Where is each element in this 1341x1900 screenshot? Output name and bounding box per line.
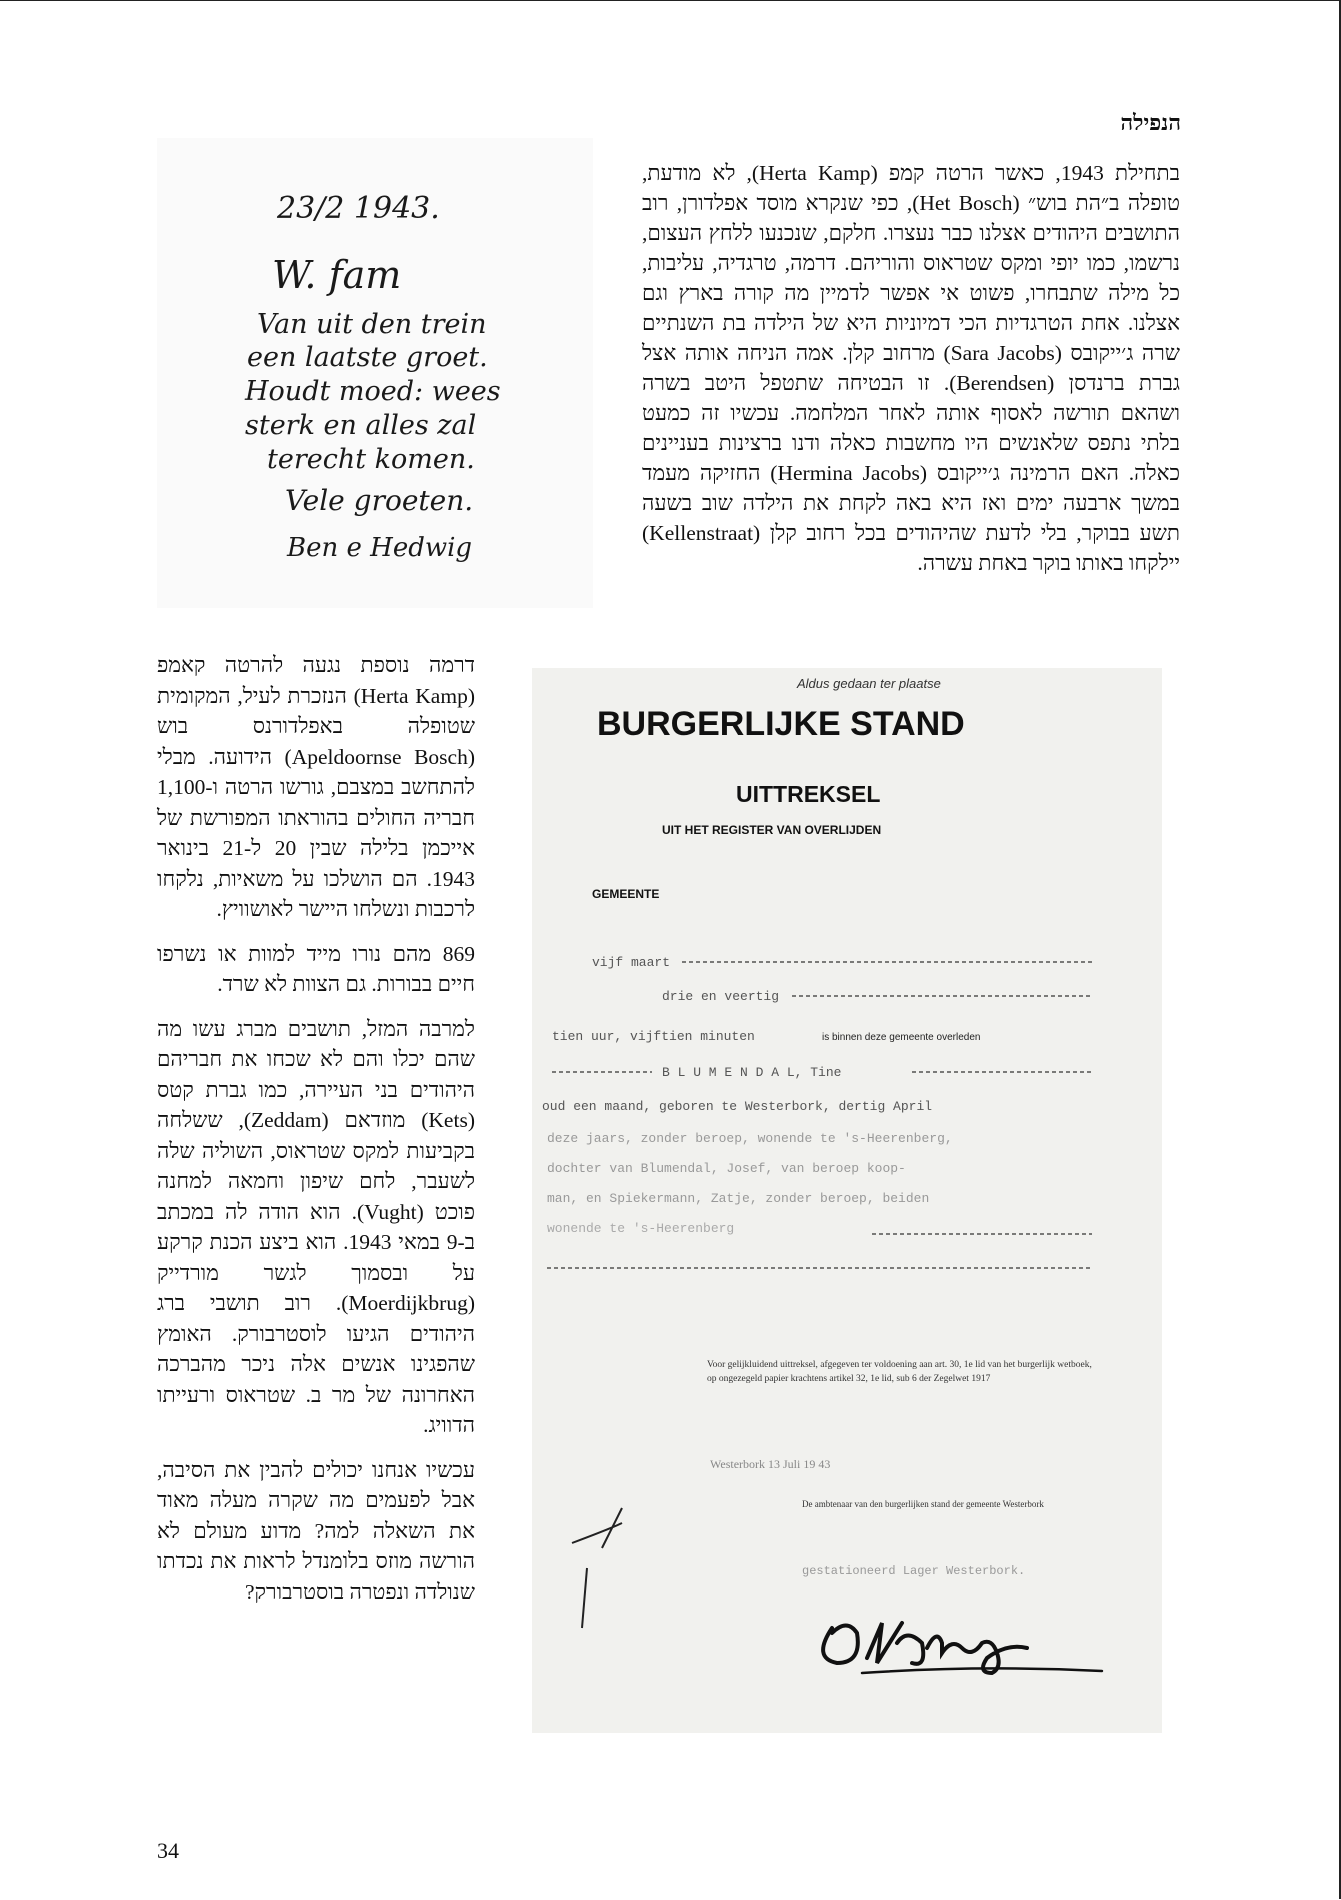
handwritten-note-image	[157, 138, 593, 608]
note-line: 23/2 1943.	[277, 191, 440, 226]
left-paragraph-1: דרמה נוספת נגעה להרטה קאמפ (Herta Kamp) הנזכרת לעיל, המקומית שטופלה באפלדורנס בוש (Apeldoornse Bosch) הידועה. מבלי להתחשב במצבם, גורשו הרטה ו-1,100 חבריה החולים בהוראתו המפורשת של אייכמן בלילה שבין 20 ל-21 בינואר 1943. הם הושלכו על משאיות, נלקחו לרכבות ונשלחו היישר לאושוויץ.	[157, 653, 475, 921]
right-paragraph: בתחילת 1943, כאשר הרטה קמפ (Herta Kamp), לא מודעת, טופלה ב״הת בוש״ (Het Bosch), כפי שנקרא מוסד אפלדורן, רוב התושבים היהודים אצלנו כבר נעצרו. חלקם, שנכנעו ללחץ העצום, נרשמו, כמו יופי ומקס שטראוס והוריהם. דרמה, טרגדיה, עליבות, כל מילה שתבחרו, פשוט אי אפשר לדמיין מה קורה בארץ וגם אצלנו. אחת הטרגדיות הכי דמיוניות היא של הילדה בת השנתיים שרה ג׳ייקובס (Sara Jacobs) מרחוב קלן. אמה הניחה אותה אצל גברת ברנדסן (Berendsen). זו הבטיחה שתטפל היטב בשרה ושהאם תורשה לאסוף אותה לאחר המלחמה. עכשיו זה כמעט בלתי נתפס שלאנשים היו מחשבות כאלה ודנו ברצינות בעניינים כאלה. האם הרמינה ג׳ייקובס (Hermina Jacobs) החזיקה מעמד במשך ארבעה ימים ואז היא באה לקחת את הילדה שוב בשעה תשע בבוקר, בלי לדעת שהיהודים בכל רחוב קלן (Kellenstraat) יילקחו באותו בוקר באחת עשרה.	[642, 161, 1180, 575]
handwritten-note-drawing	[157, 138, 593, 608]
note-line: sterk en alles zal	[245, 410, 477, 441]
cert-footer-text: Voor gelijkluidend uittreksel, afgegeven ter voldoening aan art. 30, 1e lid van het burgerlijk wetboek, op ongezegeld papier krachtens artikel 32, 1e lid, sub 6 der Zegelwet 1917	[707, 1360, 1092, 1384]
cert-subtitle: UIT HET REGISTER VAN OVERLIJDEN	[662, 823, 882, 837]
certificate-drawing	[532, 668, 1162, 1733]
right-text-column	[642, 158, 1180, 578]
cert-line-time-suffix: is binnen deze gemeente overleden	[822, 1032, 981, 1043]
cert-line-name: B L U M E N D A L, Tine	[662, 1065, 842, 1080]
note-line: Vele groeten.	[285, 484, 474, 517]
left-paragraph-4: עכשיו אנחנו יכולים להבין את הסיבה, אבל לפעמים מה שקרה מעלה מאוד את השאלה למה? מדוע מעולם לא הורשה מוזס בלומנדל לראות את נכדתו שנולדה ונפטרה בוסטרבורק?	[157, 1457, 475, 1604]
left-text-column	[157, 650, 475, 1621]
note-line: een laatste groet.	[247, 342, 488, 373]
cert-line-age: oud een maand, geboren te Westerbork, dertig April	[542, 1099, 933, 1114]
note-line: Van uit den trein	[257, 309, 487, 340]
cert-official: De ambtenaar van den burgerlijken stand der gemeente Westerbork	[802, 1499, 1044, 1509]
cert-place-date: Westerbork 13 Juli 19 43	[710, 1457, 831, 1471]
cert-line-3: deze jaars, zonder beroep, wonende te 's-Heerenberg,	[547, 1131, 953, 1146]
cert-line-time: tien uur, vijftien minuten	[552, 1029, 755, 1044]
cert-title: UITTREKSEL	[736, 781, 881, 807]
page-title: הנפילה	[1120, 110, 1181, 135]
cert-line-date: vijf maart	[592, 955, 671, 970]
cert-gemeente-label: GEMEENTE	[592, 887, 660, 901]
cert-line-5: man, en Spiekermann, Zatje, zonder beroep, beiden	[547, 1191, 930, 1206]
page-number: 34	[157, 1838, 179, 1863]
note-line: Ben e Hedwig	[287, 533, 473, 563]
note-line: terecht komen.	[267, 444, 475, 475]
cert-header: BURGERLIJKE STAND	[597, 705, 965, 743]
death-certificate-image	[532, 668, 1162, 1733]
cert-annotation: Aldus gedaan ter plaatse	[797, 676, 941, 691]
left-paragraph-3: למרבה המזל, תושבים מברג עשו מה שהם יכלו והם לא שכחו את חבריהם היהודים בני העיירה, כמו גברת קטס (Kets) מוזדאם (Zeddam), ששלחה בקביעות למקס שטראוס, השוליה שלה לשעבר, לחם שיפון וחמאה למחנה פוכט (Vught). הוא הודה לה במכתב ב-9 במאי 1943. הוא ביצע הכנת קרקע על ובסמוך לגשר מורדייק (Moerdijkbrug). רוב תושבי ברג היהודים הגיעו לוסטרבורק. האומץ שהפגינו אנשים אלה ניכר מהברכה האחרונה של מר ב. שטראוס ורעייתו הדוויג.	[157, 1016, 475, 1437]
note-line: W. fam	[272, 253, 402, 297]
cert-line-year: drie en veertig	[662, 989, 780, 1004]
cert-line-6: wonende te 's-Heerenberg	[547, 1221, 735, 1236]
left-paragraph-2: 869 מהם נורו מייד למוות או נשרפו חיים בבורות. גם הצוות לא שרד.	[157, 941, 475, 996]
note-line: Houdt moed: wees	[245, 376, 501, 407]
cert-camp: gestationeerd Lager Westerbork.	[802, 1564, 1026, 1578]
cert-line-4: dochter van Blumendal, Josef, van beroep koop-	[547, 1161, 906, 1176]
